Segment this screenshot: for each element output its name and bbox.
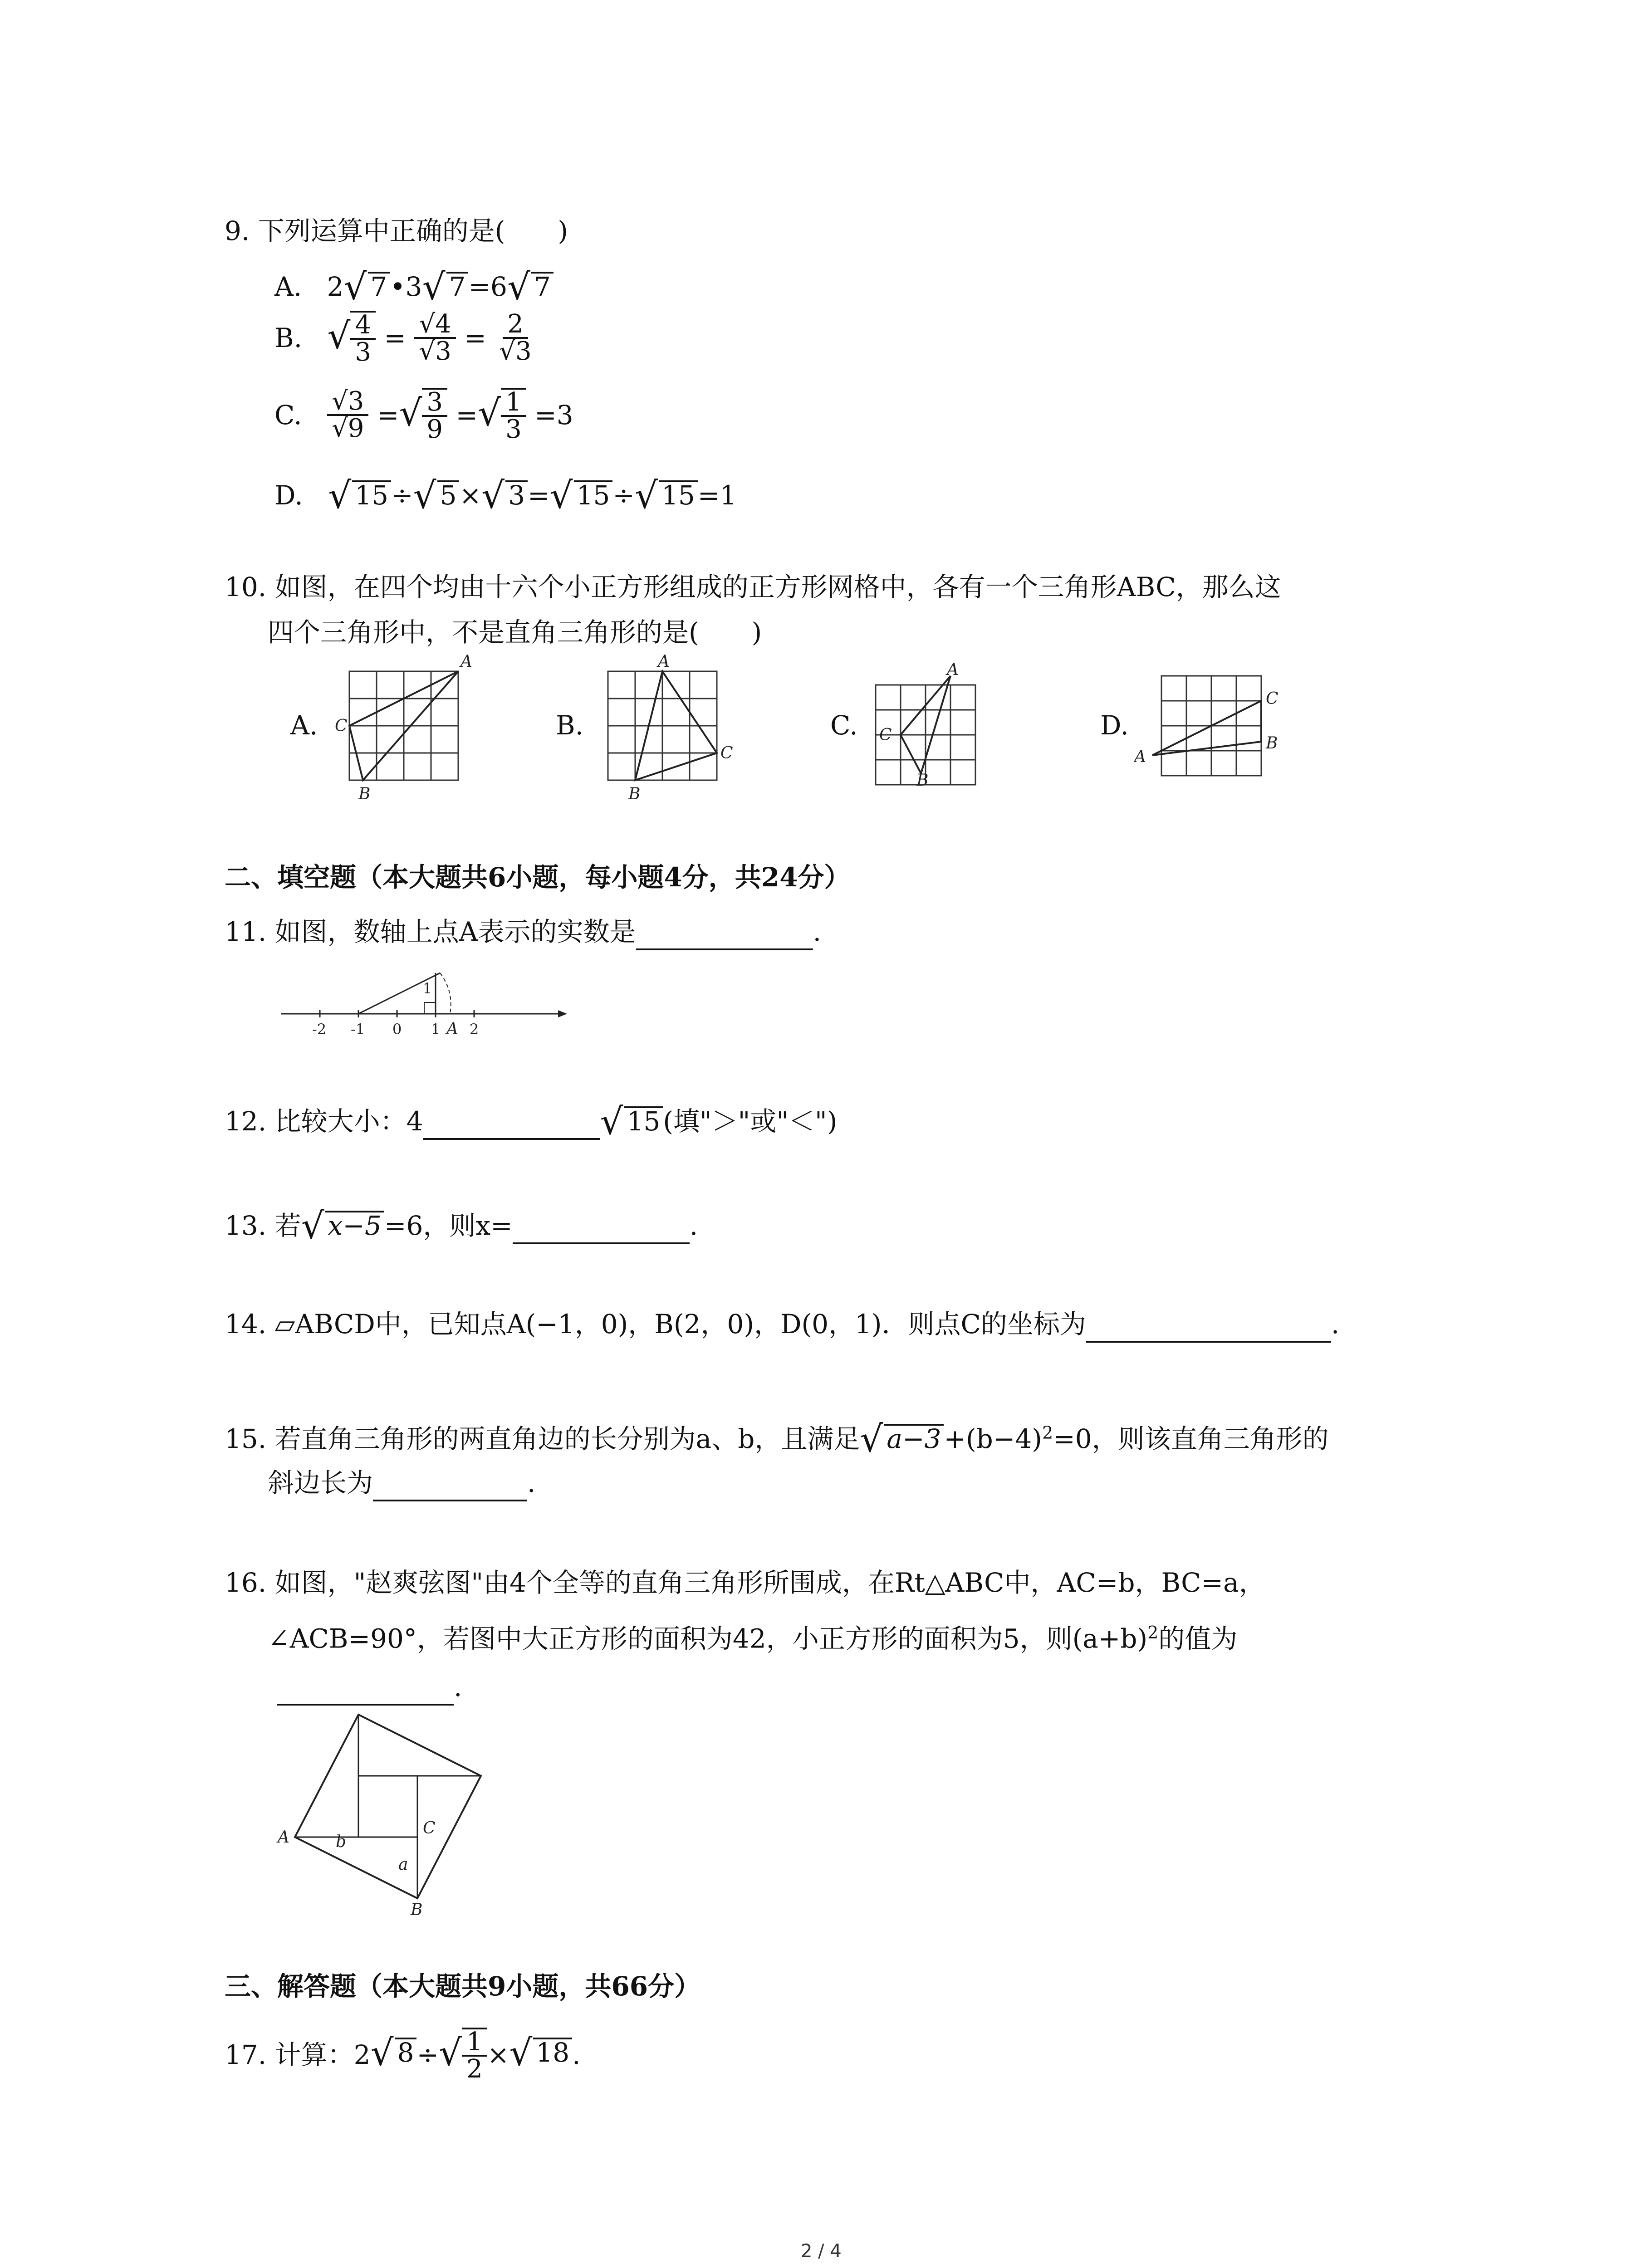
q15-answer-blank[interactable] <box>373 1473 527 1501</box>
q12-stem: 12. 比较大小：4 √ 15 (填"＞"或"＜") <box>225 1100 838 1143</box>
q16-line2: ∠ACB=90°，若图中大正方形的面积为42，小正方形的面积为5，则$(a+b)^2$的值为 <box>268 1623 1238 1654</box>
q10-line1: 10. 如图，在四个均由十六个小正方形组成的正方形网格中，各有一个三角形ABC，那么这 <box>225 572 1281 602</box>
q10-d-pt-a: A <box>1134 748 1146 766</box>
q11-tick-0: 0 <box>392 1021 402 1038</box>
q11-tick-neg1: -1 <box>351 1021 365 1038</box>
q9-stem: 9. 下列运算中正确的是( ) <box>225 215 568 246</box>
q15-line2: 斜边长为 . <box>268 1470 535 1501</box>
section-3-heading: 三、解答题（本大题共9小题，共66分） <box>225 1971 701 2002</box>
q10-b-pt-c: C <box>720 744 733 763</box>
q10-line2: 四个三角形中，不是直角三角形的是( ) <box>268 617 762 648</box>
q10-grid-d <box>1134 658 1298 794</box>
q10-option-d-label: D. <box>1100 710 1129 741</box>
q9-option-d: D. √ 15 ÷√ 5 ×√ 3 =√ 15 ÷√ 15 =1 <box>274 474 737 517</box>
q11-answer-blank[interactable] <box>636 922 813 950</box>
q9-option-b: B. √ $\frac{4}{3}$ = $\frac{√4}{√3}$ = $\frac{2}{√3}$ <box>274 309 532 367</box>
q10-option-c-label: C. <box>830 710 858 741</box>
q10-c-pt-b: B <box>916 771 929 790</box>
q10-option-a-label: A. <box>290 710 318 741</box>
q10-c-pt-a: A <box>947 662 959 679</box>
q13-stem: 13. 若√ x−5 =6，则x= . <box>225 1205 698 1247</box>
q16-side-a: a <box>398 1855 408 1874</box>
q10-b-pt-a: A <box>658 653 670 671</box>
q12-answer-blank[interactable] <box>423 1112 600 1140</box>
q11-seg-1: 1 <box>423 980 432 997</box>
q10-grid-c <box>853 662 998 803</box>
q16-pt-b: B <box>411 1901 423 1919</box>
page-number: 2 / 4 <box>801 2241 842 2262</box>
q10-grid-b <box>585 653 740 803</box>
q10-option-b-label: B. <box>556 710 584 741</box>
q10-grid-a <box>327 653 481 803</box>
q13-answer-blank[interactable] <box>513 1216 690 1244</box>
q16-line1: 16. 如图，"赵爽弦图"由4个全等的直角三角形所围成，在Rt△ABC中，AC=b，BC=a， <box>225 1567 1265 1598</box>
q10-d-pt-c: C <box>1266 689 1279 708</box>
q10-d-pt-b: B <box>1266 734 1278 753</box>
q10-a-pt-b: B <box>358 785 371 803</box>
q16-answer-blank[interactable] <box>277 1677 454 1706</box>
q17-stem: 17. 计算：2√ 8 ÷√ $\frac{1}{2}$ ×√ 18 . <box>225 2027 581 2084</box>
q16-line3: . <box>277 1674 462 1706</box>
q9-option-a: A. 2√ 7 •3√ 7 =6√ 7 <box>274 265 554 302</box>
q16-side-b: b <box>336 1833 347 1851</box>
q10-c-pt-c: C <box>879 726 892 744</box>
q11-stem: 11. 如图，数轴上点A表示的实数是 . <box>225 919 821 950</box>
q11-tick-1: 1 <box>431 1021 441 1038</box>
q11-number-line <box>272 959 567 1041</box>
q14-stem: 14. ▱ABCD中，已知点A(−1，0)，B(2，0)，D(0，1)．则点C的坐标为 . <box>225 1311 1339 1343</box>
q11-tick-2: 2 <box>470 1021 479 1038</box>
q11-pt-a: A <box>446 1020 458 1038</box>
q15-line1: 15. 若直角三角形的两直角边的长分别为a、b，且满足√ $a-3 +(b-4)^2=0$，则该直角三角形的 <box>225 1418 1329 1460</box>
q16-zhao-shuang-diagram <box>272 1706 490 1923</box>
q10-b-pt-b: B <box>628 785 641 803</box>
section-2-heading: 二、填空题（本大题共6小题，每小题4分，共24分） <box>225 862 851 893</box>
q16-pt-a: A <box>278 1828 289 1847</box>
q11-tick-neg2: -2 <box>312 1021 327 1038</box>
q14-answer-blank[interactable] <box>1086 1315 1331 1343</box>
q9-option-c: C. $\frac{√3}{√9}$ =√ $\frac{3}{9}$ =√ $\frac{1}{3}$ =3 <box>274 386 573 444</box>
q10-a-pt-a: A <box>460 653 472 671</box>
q16-pt-c: C <box>423 1819 436 1838</box>
q10-a-pt-c: C <box>335 717 348 735</box>
